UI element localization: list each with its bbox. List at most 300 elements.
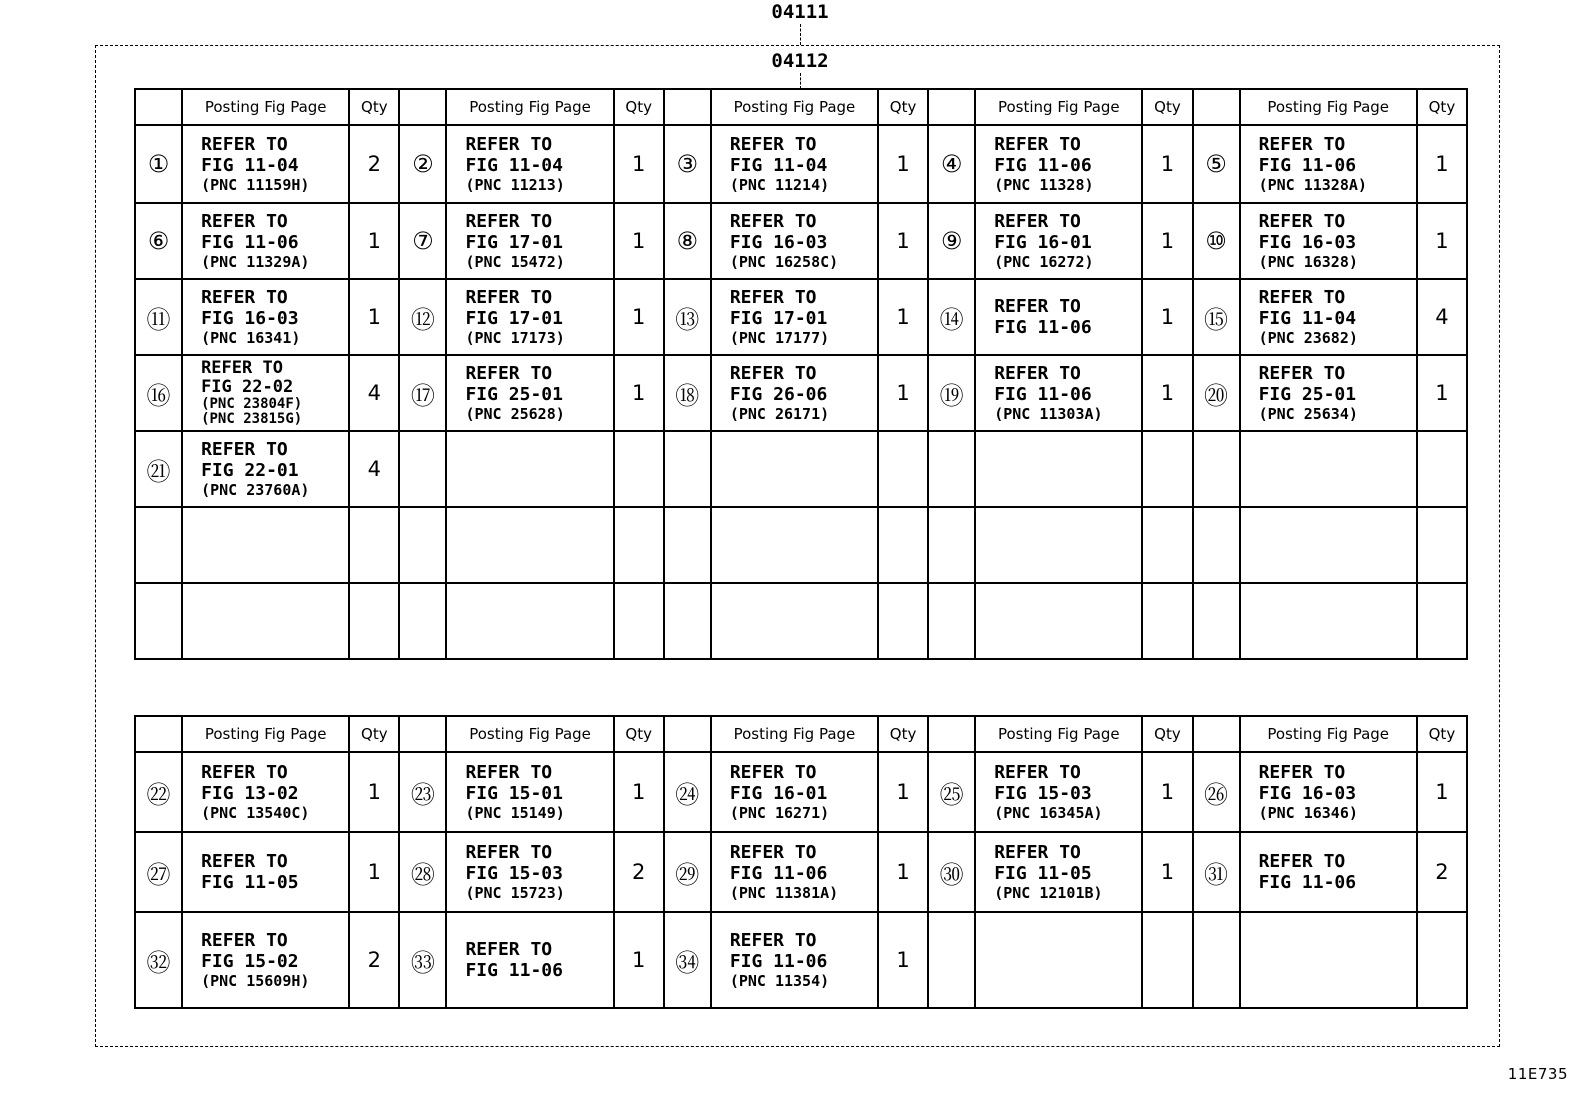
- pnc-reference: (PNC 16272): [994, 252, 1094, 271]
- table-row: [135, 431, 1467, 507]
- callout-04112: 04112: [771, 50, 829, 72]
- qty-cell: [1417, 355, 1467, 431]
- item-number-cell: [664, 203, 711, 279]
- item-number-cell: [135, 279, 182, 355]
- item-number-cell: [135, 912, 182, 1008]
- header-qty: Qty: [1417, 89, 1467, 125]
- refer-to-label: REFER TO: [465, 761, 553, 783]
- table-row: [135, 203, 1467, 279]
- refer-to-label: REFER TO: [465, 362, 553, 384]
- item-number-cell: [135, 583, 182, 659]
- qty-cell: [1142, 355, 1192, 431]
- posting-fig-page-cell: [1240, 912, 1417, 1008]
- qty-value: 1: [1435, 229, 1449, 253]
- item-number-callout: ㉝: [410, 948, 435, 977]
- posting-reference: [1241, 211, 1416, 272]
- header-posting-fig-page: Posting Fig Page: [446, 89, 613, 125]
- refer-to-label: REFER TO: [465, 210, 553, 232]
- posting-fig-page-cell: [711, 832, 878, 912]
- item-number-callout: ㉖: [1204, 780, 1229, 809]
- refer-to-label: REFER TO: [729, 761, 817, 783]
- posting-fig-page-cell: [182, 832, 349, 912]
- pnc-reference: (PNC 16258C): [729, 252, 839, 271]
- pnc-reference: (PNC 23815G): [201, 411, 303, 427]
- callout-04111: 04111: [771, 1, 829, 23]
- header-qty: Qty: [1417, 716, 1467, 752]
- item-number-callout: ⑫: [410, 305, 435, 334]
- header-number-cell: [135, 716, 182, 752]
- table-row: [135, 752, 1467, 832]
- posting-fig-page-cell: [711, 507, 878, 583]
- posting-fig-page-cell: [975, 832, 1142, 912]
- refer-to-label: REFER TO: [994, 841, 1081, 863]
- qty-cell: [878, 355, 928, 431]
- item-number-cell: [928, 125, 975, 203]
- pnc-reference: (PNC 15723): [465, 883, 565, 902]
- qty-value: 1: [1435, 152, 1449, 176]
- posting-fig-page-cell: [1240, 431, 1417, 507]
- refer-to-label: REFER TO: [201, 286, 288, 308]
- qty-cell: [878, 832, 928, 912]
- item-number-cell: [928, 279, 975, 355]
- posting-fig-page-cell: [182, 752, 349, 832]
- qty-cell: [349, 203, 399, 279]
- posting-reference: [183, 851, 348, 893]
- pnc-reference: (PNC 12101B): [994, 883, 1103, 902]
- header-number-cell: [928, 89, 975, 125]
- item-number-callout: ㉒: [146, 780, 171, 809]
- item-number-cell: [135, 431, 182, 507]
- table-row: [135, 125, 1467, 203]
- posting-reference: [1241, 851, 1416, 893]
- item-number-cell: [399, 203, 446, 279]
- pnc-reference: (PNC 11214): [729, 175, 830, 194]
- posting-fig-page-cell: [446, 583, 613, 659]
- posting-fig-page-cell: [711, 431, 878, 507]
- qty-cell: [1142, 125, 1192, 203]
- item-number-cell: [664, 583, 711, 659]
- qty-cell: [878, 912, 928, 1008]
- qty-cell: [1417, 583, 1467, 659]
- qty-value: 1: [1160, 381, 1175, 405]
- fig-reference: FIG 26-06: [729, 383, 828, 405]
- refer-to-label: REFER TO: [201, 851, 288, 872]
- item-number-callout: ㉔: [675, 780, 700, 809]
- posting-fig-page-cell: [1240, 125, 1417, 203]
- qty-value: 2: [1435, 860, 1449, 884]
- item-number-callout: ②: [412, 150, 434, 178]
- refer-to-label: REFER TO: [201, 358, 283, 378]
- qty-cell: [349, 752, 399, 832]
- posting-reference: [447, 211, 612, 272]
- refer-to-label: REFER TO: [729, 133, 817, 155]
- refer-to-label: REFER TO: [201, 929, 288, 951]
- qty-value: 1: [632, 152, 646, 176]
- qty-cell: [1142, 431, 1192, 507]
- qty-cell: [1142, 507, 1192, 583]
- fig-reference: FIG 11-06: [465, 960, 563, 981]
- pnc-reference: (PNC 16328): [1258, 252, 1358, 271]
- posting-fig-page-cell: [446, 203, 613, 279]
- item-number-cell: [928, 507, 975, 583]
- posting-reference: [712, 134, 877, 195]
- header-number-cell: [1193, 89, 1240, 125]
- refer-to-label: REFER TO: [465, 133, 553, 155]
- posting-fig-page-cell: [975, 355, 1142, 431]
- table-header-row: [135, 716, 1467, 752]
- posting-reference: [183, 762, 348, 823]
- fig-reference: FIG 11-06: [994, 383, 1092, 405]
- posting-fig-page-cell: [182, 125, 349, 203]
- qty-cell: [614, 279, 664, 355]
- qty-value: 1: [896, 152, 910, 176]
- qty-cell: [614, 355, 664, 431]
- item-number-cell: [399, 355, 446, 431]
- posting-fig-page-cell: [182, 355, 349, 431]
- item-number-callout: ⑦: [412, 227, 434, 255]
- refer-to-label: REFER TO: [1258, 286, 1346, 308]
- item-number-callout: ⑪: [146, 305, 171, 334]
- pnc-reference: (PNC 11328): [994, 175, 1094, 194]
- item-number-cell: [135, 125, 182, 203]
- posting-reference: [447, 762, 612, 823]
- item-number-cell: [928, 583, 975, 659]
- qty-value: 1: [367, 860, 382, 884]
- qty-value: 1: [632, 229, 646, 253]
- header-posting-fig-page: Posting Fig Page: [711, 716, 878, 752]
- item-number-callout: ㉛: [1204, 860, 1229, 889]
- pnc-reference: (PNC 16271): [729, 803, 830, 822]
- posting-fig-page-cell: [1240, 832, 1417, 912]
- refer-to-label: REFER TO: [201, 761, 288, 783]
- item-number-callout: ㉓: [410, 780, 435, 809]
- qty-cell: [614, 431, 664, 507]
- refer-to-label: REFER TO: [994, 761, 1081, 783]
- fig-reference: FIG 17-01: [465, 307, 563, 329]
- posting-fig-page-cell: [711, 203, 878, 279]
- item-number-callout: ①: [147, 150, 170, 178]
- posting-fig-page-cell: [182, 912, 349, 1008]
- item-number-cell: [928, 912, 975, 1008]
- table-header-row: [135, 89, 1467, 125]
- posting-fig-page-cell: [1240, 355, 1417, 431]
- posting-reference: [1241, 134, 1416, 195]
- item-number-callout: ⑮: [1204, 305, 1229, 334]
- header-number-cell: [928, 716, 975, 752]
- posting-reference: [976, 134, 1141, 195]
- reference-table-1: [134, 88, 1468, 660]
- qty-cell: [1142, 279, 1192, 355]
- qty-cell: [1417, 279, 1467, 355]
- posting-reference: [183, 359, 348, 427]
- item-number-cell: [928, 752, 975, 832]
- posting-fig-page-cell: [711, 355, 878, 431]
- posting-reference: [712, 762, 877, 823]
- header-qty: Qty: [878, 716, 928, 752]
- qty-value: 1: [896, 948, 910, 972]
- item-number-cell: [1193, 279, 1240, 355]
- posting-fig-page-cell: [975, 431, 1142, 507]
- refer-to-label: REFER TO: [465, 286, 553, 308]
- qty-cell: [1417, 832, 1467, 912]
- qty-cell: [1142, 832, 1192, 912]
- item-number-cell: [399, 507, 446, 583]
- item-number-cell: [135, 507, 182, 583]
- fig-reference: FIG 16-03: [1258, 782, 1357, 804]
- pnc-reference: (PNC 23804F): [201, 396, 303, 412]
- header-number-cell: [1193, 716, 1240, 752]
- item-number-cell: [664, 832, 711, 912]
- posting-reference: [447, 842, 612, 903]
- item-number-callout: ⑯: [146, 381, 171, 410]
- refer-to-label: REFER TO: [201, 133, 288, 155]
- fig-reference: FIG 11-06: [201, 231, 299, 253]
- pnc-reference: (PNC 25628): [465, 404, 565, 423]
- table-row: [135, 355, 1467, 431]
- posting-fig-page-cell: [1240, 507, 1417, 583]
- fig-reference: FIG 16-03: [729, 231, 828, 253]
- fig-reference: FIG 16-03: [1258, 231, 1357, 253]
- item-number-cell: [664, 752, 711, 832]
- item-number-cell: [928, 355, 975, 431]
- refer-to-label: REFER TO: [994, 133, 1081, 155]
- posting-fig-page-cell: [711, 279, 878, 355]
- qty-cell: [1417, 752, 1467, 832]
- qty-cell: [349, 431, 399, 507]
- refer-to-label: REFER TO: [1258, 362, 1346, 384]
- item-number-cell: [399, 583, 446, 659]
- posting-reference: [712, 211, 877, 272]
- header-qty: Qty: [614, 716, 664, 752]
- qty-cell: [878, 203, 928, 279]
- pnc-reference: (PNC 17173): [465, 328, 565, 347]
- fig-reference: FIG 15-03: [465, 862, 563, 884]
- item-number-cell: [135, 832, 182, 912]
- header-qty: Qty: [349, 89, 399, 125]
- posting-fig-page-cell: [446, 507, 613, 583]
- fig-reference: FIG 25-01: [1258, 383, 1357, 405]
- header-posting-fig-page: Posting Fig Page: [975, 716, 1142, 752]
- refer-to-label: REFER TO: [729, 362, 817, 384]
- qty-cell: [349, 355, 399, 431]
- pnc-reference: (PNC 11329A): [201, 252, 310, 271]
- fig-reference: FIG 11-04: [201, 154, 299, 176]
- header-number-cell: [664, 89, 711, 125]
- item-number-cell: [1193, 832, 1240, 912]
- item-number-callout: ⑰: [410, 381, 435, 410]
- callout-leader-line: [800, 24, 801, 45]
- item-number-cell: [135, 203, 182, 279]
- pnc-reference: (PNC 16345A): [994, 803, 1103, 822]
- qty-cell: [349, 279, 399, 355]
- header-qty: Qty: [1142, 89, 1192, 125]
- fig-reference: FIG 11-06: [729, 950, 828, 972]
- item-number-callout: ㉗: [146, 860, 171, 889]
- item-number-cell: [664, 507, 711, 583]
- fig-reference: FIG 11-06: [994, 317, 1092, 338]
- fig-reference: FIG 16-03: [201, 307, 299, 329]
- pnc-reference: (PNC 11381A): [729, 883, 839, 902]
- fig-reference: FIG 11-06: [994, 154, 1092, 176]
- posting-fig-page-cell: [711, 912, 878, 1008]
- qty-cell: [878, 125, 928, 203]
- header-number-cell: [399, 89, 446, 125]
- item-number-callout: ⑳: [1204, 381, 1229, 410]
- item-number-cell: [1193, 752, 1240, 832]
- fig-reference: FIG 17-01: [729, 307, 828, 329]
- header-posting-fig-page: Posting Fig Page: [182, 89, 349, 125]
- posting-reference: [712, 842, 877, 903]
- header-posting-fig-page: Posting Fig Page: [446, 716, 613, 752]
- fig-reference: FIG 17-01: [465, 231, 563, 253]
- qty-value: 1: [1435, 780, 1449, 804]
- header-qty: Qty: [878, 89, 928, 125]
- qty-cell: [614, 507, 664, 583]
- header-posting-fig-page: Posting Fig Page: [182, 716, 349, 752]
- posting-fig-page-cell: [975, 203, 1142, 279]
- fig-reference: FIG 11-04: [1258, 307, 1357, 329]
- posting-fig-page-cell: [975, 507, 1142, 583]
- item-number-cell: [664, 355, 711, 431]
- header-posting-fig-page: Posting Fig Page: [1240, 89, 1417, 125]
- qty-cell: [614, 912, 664, 1008]
- reference-table-2: [134, 715, 1468, 1009]
- posting-fig-page-cell: [446, 752, 613, 832]
- pnc-reference: (PNC 11328A): [1258, 175, 1367, 194]
- fig-reference: FIG 11-06: [729, 862, 828, 884]
- item-number-cell: [1193, 912, 1240, 1008]
- item-number-cell: [399, 752, 446, 832]
- fig-reference: FIG 22-01: [201, 459, 299, 481]
- item-number-cell: [664, 431, 711, 507]
- posting-reference: [976, 762, 1141, 823]
- refer-to-label: REFER TO: [465, 939, 553, 960]
- qty-value: 1: [896, 305, 910, 329]
- posting-reference: [447, 287, 612, 348]
- figure-code: 11E735: [1507, 1065, 1568, 1083]
- qty-cell: [878, 279, 928, 355]
- item-number-callout: ㉚: [939, 860, 964, 889]
- qty-value: 1: [1160, 780, 1175, 804]
- fig-reference: FIG 15-03: [994, 782, 1092, 804]
- header-number-cell: [664, 716, 711, 752]
- qty-value: 1: [367, 305, 382, 329]
- qty-value: 1: [896, 780, 910, 804]
- item-number-callout: ⑲: [939, 381, 964, 410]
- fig-reference: FIG 11-04: [729, 154, 828, 176]
- callout-leader-line: [800, 73, 801, 89]
- posting-reference: [447, 363, 612, 424]
- posting-reference: [712, 363, 877, 424]
- refer-to-label: REFER TO: [729, 841, 817, 863]
- fig-reference: FIG 11-04: [465, 154, 563, 176]
- qty-cell: [349, 583, 399, 659]
- qty-value: 2: [367, 948, 382, 972]
- item-number-callout: ③: [676, 150, 699, 178]
- item-number-callout: ㉙: [675, 860, 700, 889]
- item-number-cell: [1193, 203, 1240, 279]
- qty-cell: [614, 832, 664, 912]
- table-row: [135, 507, 1467, 583]
- pnc-reference: (PNC 16346): [1258, 803, 1358, 822]
- qty-value: 1: [1160, 229, 1175, 253]
- item-number-cell: [928, 203, 975, 279]
- qty-value: 1: [1160, 860, 1175, 884]
- refer-to-label: REFER TO: [994, 210, 1081, 232]
- qty-value: 1: [896, 860, 910, 884]
- qty-cell: [1417, 912, 1467, 1008]
- posting-fig-page-cell: [182, 431, 349, 507]
- posting-fig-page-cell: [975, 125, 1142, 203]
- item-number-callout: ⑩: [1205, 227, 1227, 255]
- fig-reference: FIG 22-02: [201, 377, 294, 397]
- qty-cell: [1417, 507, 1467, 583]
- qty-cell: [614, 203, 664, 279]
- posting-fig-page-cell: [711, 752, 878, 832]
- posting-fig-page-cell: [182, 279, 349, 355]
- posting-reference: [1241, 363, 1416, 424]
- qty-cell: [878, 431, 928, 507]
- pnc-reference: (PNC 11354): [729, 971, 830, 990]
- item-number-callout: ㉕: [939, 780, 964, 809]
- refer-to-label: REFER TO: [201, 438, 288, 460]
- posting-fig-page-cell: [1240, 583, 1417, 659]
- table-row: [135, 912, 1467, 1008]
- qty-cell: [349, 125, 399, 203]
- item-number-callout: ⑧: [676, 227, 699, 255]
- posting-reference: [712, 930, 877, 991]
- pnc-reference: (PNC 13540C): [201, 803, 310, 822]
- qty-value: 2: [632, 860, 646, 884]
- fig-reference: FIG 25-01: [465, 383, 563, 405]
- posting-reference: [447, 939, 612, 981]
- posting-reference: [183, 930, 348, 991]
- item-number-cell: [664, 912, 711, 1008]
- qty-cell: [349, 507, 399, 583]
- pnc-reference: (PNC 16341): [201, 328, 301, 347]
- posting-reference: [976, 363, 1141, 424]
- posting-reference: [712, 287, 877, 348]
- qty-cell: [1417, 125, 1467, 203]
- table-row: [135, 583, 1467, 659]
- item-number-cell: [399, 912, 446, 1008]
- qty-value: 1: [1160, 305, 1175, 329]
- fig-reference: FIG 16-01: [729, 782, 828, 804]
- table-row: [135, 279, 1467, 355]
- posting-reference: [976, 296, 1141, 338]
- qty-cell: [614, 125, 664, 203]
- posting-reference: [183, 439, 348, 500]
- refer-to-label: REFER TO: [994, 362, 1081, 384]
- item-number-callout: ㉞: [675, 948, 700, 977]
- item-number-cell: [928, 431, 975, 507]
- qty-cell: [614, 583, 664, 659]
- qty-value: 1: [367, 229, 382, 253]
- posting-fig-page-cell: [711, 583, 878, 659]
- qty-value: 1: [1435, 381, 1449, 405]
- item-number-cell: [399, 431, 446, 507]
- qty-cell: [1417, 203, 1467, 279]
- posting-fig-page-cell: [975, 279, 1142, 355]
- item-number-callout: ⑬: [675, 305, 700, 334]
- qty-value: 1: [632, 381, 646, 405]
- refer-to-label: REFER TO: [729, 286, 817, 308]
- item-number-cell: [664, 125, 711, 203]
- qty-cell: [1142, 912, 1192, 1008]
- qty-cell: [1142, 752, 1192, 832]
- qty-value: 1: [896, 229, 910, 253]
- refer-to-label: REFER TO: [729, 929, 817, 951]
